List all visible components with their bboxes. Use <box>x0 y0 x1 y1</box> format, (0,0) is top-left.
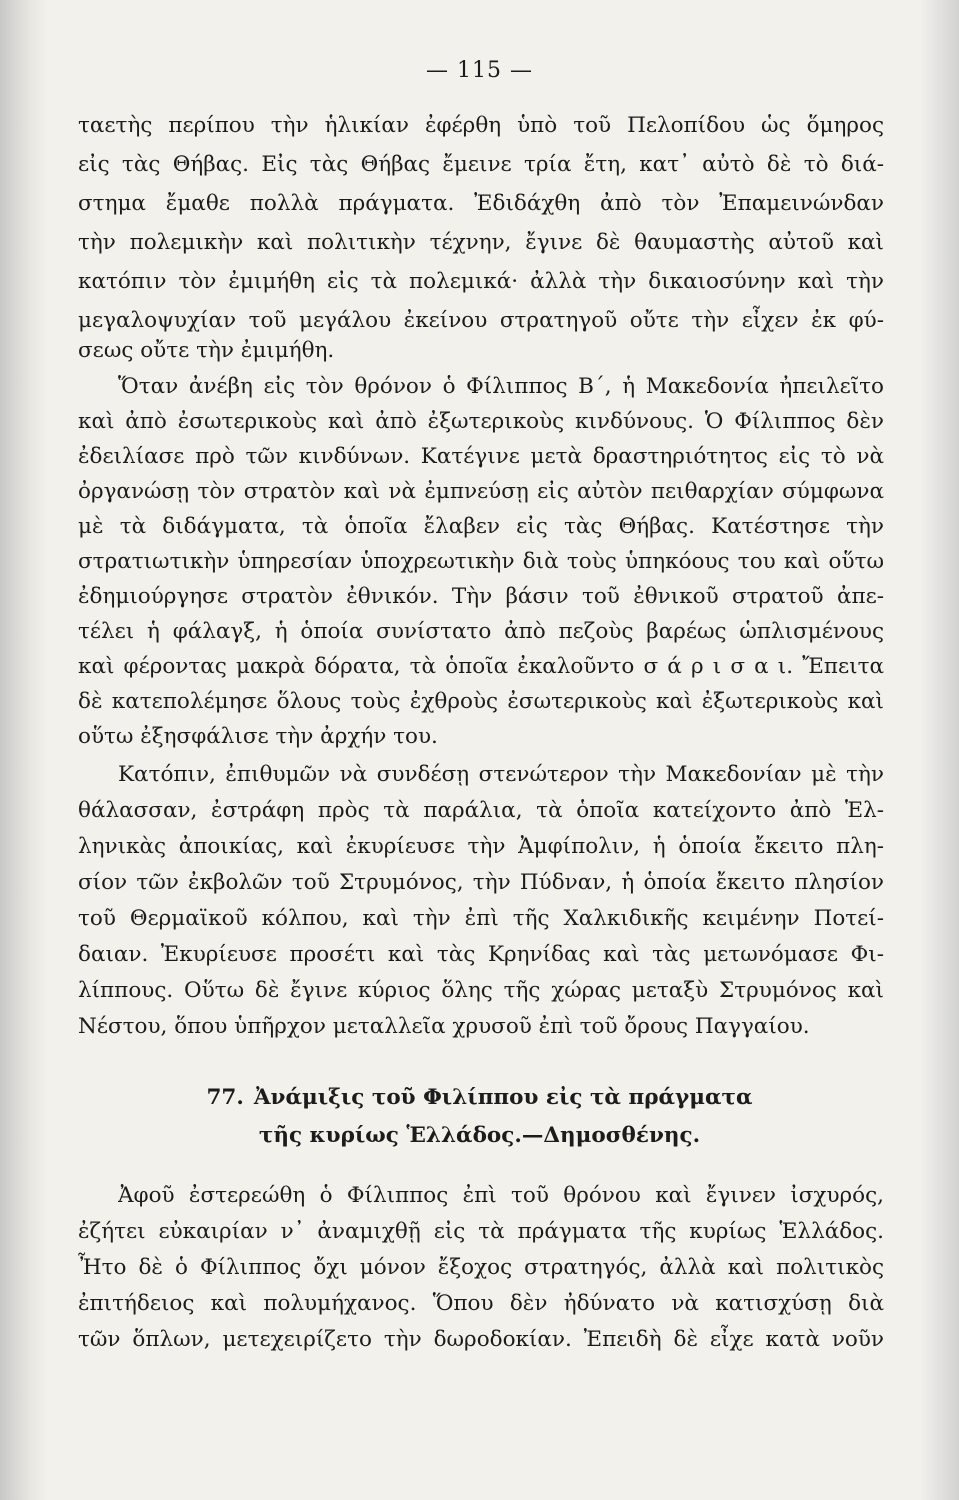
text-line: μεγαλοψυχίαν τοῦ μεγάλου ἐκείνου στρατηγοῦ οὔτε τὴν εἶχεν ἐκ φύ- <box>78 308 884 333</box>
text-line: εἰς τὰς Θήβας. Εἰς τὰς Θήβας ἔμεινε τρία ἔτη, κατ᾽ αὐτὸ δὲ τὸ διά- <box>78 152 884 177</box>
text-line: ἐζήτει εὐκαιρίαν ν᾽ ἀναμιχθῇ εἰς τὰ πράγματα τῆς κυρίως Ἑλλάδος. <box>78 1219 884 1244</box>
text-line: Ἦτο δὲ ὁ Φίλιππος ὄχι μόνον ἔξοχος στρατηγός, ἀλλὰ καὶ πολιτικὸς <box>78 1255 884 1280</box>
page-edge-shadow-right <box>919 0 959 1500</box>
text-line: θάλασσαν, ἐστράφη πρὸς τὰ παράλια, τὰ ὁποῖα κατείχοντο ἀπὸ Ἑλ- <box>78 798 884 823</box>
text-line: κατόπιν τὸν ἐμιμήθη εἰς τὰ πολεμικά· ἀλλὰ τὴν δικαιοσύνην καὶ τὴν <box>78 269 884 294</box>
text-line: δαιαν. Ἐκυρίευσε προσέτι καὶ τὰς Κρηνίδας καὶ τὰς μετωνόμασε Φι- <box>78 942 884 967</box>
text-line: ὀργανώσῃ τὸν στρατὸν καὶ νὰ ἐμπνεύσῃ εἰς αὐτὸν πειθαρχίαν σύμφωνα <box>78 479 884 504</box>
text-line: Νέστου, ὅπου ὑπῆρχον μεταλλεῖα χρυσοῦ ἐπὶ τοῦ ὄρους Παγγαίου. <box>78 1014 810 1039</box>
text-line: σίον τῶν ἐκβολῶν τοῦ Στρυμόνος, τὴν Πύδναν, ἡ ὁποία ἔκειτο πλησίον <box>78 870 884 895</box>
text-line: Κατόπιν, ἐπιθυμῶν νὰ συνδέσῃ στενώτερον τὴν Μακεδονίαν μὲ τὴν <box>118 762 884 787</box>
text-line: ἐδημιούργησε στρατὸν ἐθνικόν. Τὴν βάσιν τοῦ ἐθνικοῦ στρατοῦ ἀπε- <box>78 584 884 609</box>
section-heading <box>0 1080 959 1116</box>
text-line: καὶ ἀπὸ ἐσωτερικοὺς καὶ ἀπὸ ἐξωτερικοὺς κινδύνους. Ὁ Φίλιππος δὲν <box>78 409 884 434</box>
text-line: Ἀφοῦ ἐστερεώθη ὁ Φίλιππος ἐπὶ τοῦ θρόνου καὶ ἔγινεν ἰσχυρός, <box>118 1183 884 1208</box>
text-line: τοῦ Θερμαϊκοῦ κόλπου, καὶ τὴν ἐπὶ τῆς Χαλκιδικῆς κειμένην Ποτεί- <box>78 906 884 931</box>
text-line: τῶν ὅπλων, μετεχειρίζετο τὴν δωροδοκίαν. Ἐπειδὴ δὲ εἶχε κατὰ νοῦν <box>78 1327 884 1352</box>
section-title-line-2: τῆς κυρίως Ἑλλάδος.—Δημοσθένης. <box>258 1123 701 1148</box>
text-line: δὲ κατεπολέμησε ὅλους τοὺς ἐχθροὺς ἐσωτερικοὺς καὶ ἐξωτερικοὺς καὶ <box>78 689 884 714</box>
text-line: στημα ἔμαθε πολλὰ πράγματα. Ἐδιδάχθη ἀπὸ τὸν Ἐπαμεινώνδαν <box>78 191 884 216</box>
text-line: μὲ τὰ διδάγματα, τὰ ὁποῖα ἔλαβεν εἰς τὰς Θήβας. Κατέστησε τὴν <box>78 514 884 539</box>
page-edge-shadow-left <box>0 0 48 1500</box>
page-number: — 115 — <box>426 58 533 83</box>
text-line: ληνικὰς ἀποικίας, καὶ ἐκυρίευσε τὴν Ἀμφίπολιν, ἡ ὁποία ἔκειτο πλη- <box>78 834 884 859</box>
text-line: οὕτω ἐξησφάλισε τὴν ἀρχήν του. <box>78 724 438 749</box>
text-line: ταετὴς περίπου τὴν ἡλικίαν ἐφέρθη ὑπὸ τοῦ Πελοπίδου ὡς ὅμηρος <box>78 113 884 138</box>
text-line: λίππους. Οὕτω δὲ ἔγινε κύριος ὅλης τῆς χώρας μεταξὺ Στρυμόνος καὶ <box>78 978 884 1003</box>
text-line: καὶ φέροντας μακρὰ δόρατα, τὰ ὁποῖα ἐκαλοῦντο σ ά ρ ι σ α ι. Ἔπειτα <box>78 654 884 679</box>
text-line: Ὅταν ἀνέβη εἰς τὸν θρόνον ὁ Φίλιππος Β΄, ἡ Μακεδονία ἠπειλεῖτο <box>118 374 884 399</box>
text-line: σεως οὔτε τὴν ἐμιμήθη. <box>78 338 335 363</box>
text-line: τὴν πολεμικὴν καὶ πολιτικὴν τέχνην, ἔγινε δὲ θαυμαστὴς αὐτοῦ καὶ <box>78 230 884 255</box>
text-line: ἐπιτήδειος καὶ πολυμήχανος. Ὅπου δὲν ἠδύνατο νὰ κατισχύσῃ διὰ <box>78 1291 884 1316</box>
section-number: 77. <box>206 1085 244 1110</box>
text-line: ἐδειλίασε πρὸ τῶν κινδύνων. Κατέγινε μετὰ δραστηριότητος εἰς τὸ νὰ <box>78 444 884 469</box>
text-line: στρατιωτικὴν ὑπηρεσίαν ὑποχρεωτικὴν διὰ τοὺς ὑπηκόους του καὶ οὕτω <box>78 549 884 574</box>
section-title-line-1: Ἀνάμιξις τοῦ Φιλίππου εἰς τὰ πράγματα <box>253 1085 753 1110</box>
text-line: τέλει ἡ φάλαγξ, ἡ ὁποία συνίστατο ἀπὸ πεζοὺς βαρέως ὡπλισμένους <box>78 619 884 644</box>
